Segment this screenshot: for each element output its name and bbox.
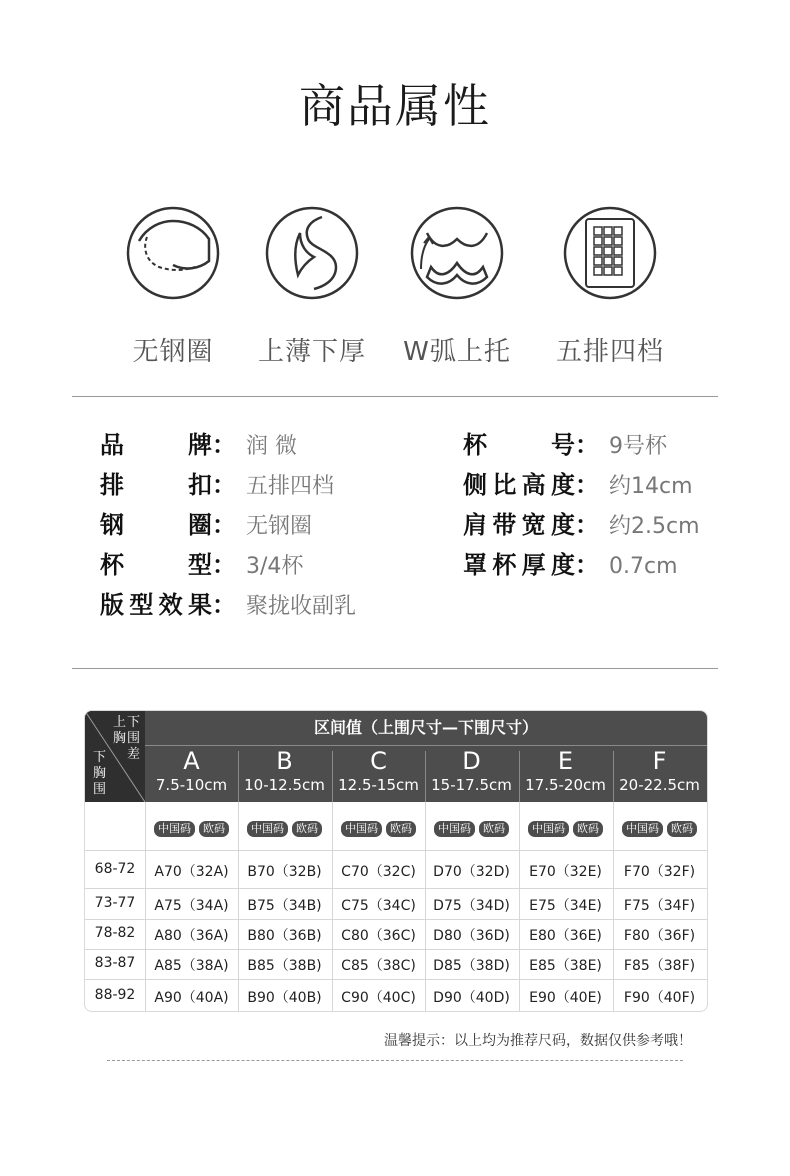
band-cell: 73-77 [94, 895, 136, 911]
size-cell: E70（32E) [529, 864, 602, 880]
dotted-divider [107, 1060, 683, 1061]
attr-key: 杯型 [100, 551, 212, 579]
badge-eu: 欧码 [386, 821, 416, 837]
cup-header [613, 747, 706, 795]
size-cell: D70（32D) [433, 864, 510, 880]
row-divider [85, 919, 707, 920]
attr-key: 排扣 [100, 471, 212, 499]
badge-cn: 中国码 [622, 821, 663, 837]
size-badges [332, 821, 425, 837]
attr-value: 五排四档 [246, 474, 335, 499]
badge-cn: 中国码 [341, 821, 382, 837]
cup-letter: B [276, 747, 293, 775]
corner-label: 围 [127, 731, 141, 746]
feature-label: W弧上托 [403, 337, 511, 367]
attr-value: 0.7cm [609, 554, 678, 579]
size-cell: C70（32C) [341, 864, 416, 880]
attr-cup-number [463, 429, 667, 461]
size-cell: F75（34F) [623, 898, 696, 914]
attr-key: 钢圈 [100, 511, 212, 539]
size-cell: C75（34C) [341, 898, 416, 914]
badge-cn: 中国码 [154, 821, 195, 837]
attr-key: 杯号 [463, 431, 575, 459]
header-separator [238, 751, 239, 802]
attr-cup-thickness [463, 549, 678, 581]
size-cell: A90（40A) [154, 990, 229, 1006]
size-cell: A70（32A) [154, 864, 229, 880]
size-cell: C85（38C) [341, 958, 416, 974]
attr-key: 侧比高度 [463, 471, 575, 499]
size-tip: 温馨提示：以上均为推荐尺码，数据仅供参考哦！ [384, 1033, 692, 1049]
badge-eu: 欧码 [479, 821, 509, 837]
band-cell: 83-87 [94, 955, 136, 971]
size-cell: B75（34B) [247, 898, 322, 914]
page-title: 商品属性 [299, 79, 491, 133]
attr-key: 品牌 [100, 431, 212, 459]
size-badges [238, 821, 331, 837]
attr-value: 约14cm [609, 474, 693, 499]
wire-free-cup-icon [125, 205, 221, 301]
attr-value: 润 微 [246, 434, 297, 459]
attr-colon: ： [212, 511, 236, 539]
hook-eye-clasp-icon [562, 205, 658, 301]
badge-eu: 欧码 [292, 821, 322, 837]
divider [72, 668, 718, 669]
attr-key: 肩带宽度 [463, 511, 575, 539]
row-divider [85, 949, 707, 950]
cup-header [332, 747, 425, 795]
attr-brand [100, 429, 297, 461]
cup-range: 10-12.5cm [244, 776, 325, 794]
attr-colon: ： [212, 471, 236, 499]
attr-value: 约2.5cm [609, 514, 700, 539]
badge-eu: 欧码 [667, 821, 697, 837]
attr-key: 罩杯厚度 [463, 551, 575, 579]
band-cell: 88-92 [94, 987, 136, 1003]
attr-clasp [100, 469, 334, 501]
header-divider [145, 745, 707, 746]
size-cell: F80（36F) [623, 928, 696, 944]
size-badges [613, 821, 706, 837]
badge-cn: 中国码 [434, 821, 475, 837]
size-cell: C80（36C) [341, 928, 416, 944]
corner-label: 差 [127, 747, 141, 762]
badge-eu: 欧码 [573, 821, 603, 837]
size-cell: E80（36E) [529, 928, 602, 944]
header-separator [425, 751, 426, 802]
cup-letter: F [652, 747, 667, 775]
size-cell: B70（32B) [247, 864, 322, 880]
size-cell: B80（36B) [247, 928, 322, 944]
attr-colon: ： [575, 431, 599, 459]
attr-key: 版型效果 [100, 591, 212, 619]
cup-header [145, 747, 238, 795]
attr-value: 无钢圈 [246, 514, 313, 539]
attr-colon: ： [212, 591, 236, 619]
size-cell: D90（40D) [433, 990, 510, 1006]
corner-label: 围 [93, 782, 107, 797]
attr-value: 聚拢收副乳 [246, 594, 357, 619]
size-cell: D85（38D) [433, 958, 510, 974]
size-cell: F90（40F) [623, 990, 696, 1006]
attr-effect [100, 589, 356, 621]
size-cell: F70（32F) [623, 864, 696, 880]
cup-letter: D [462, 747, 481, 775]
size-cell: A85（38A) [154, 958, 229, 974]
attr-colon: ： [212, 431, 236, 459]
size-cell: D75（34D) [433, 898, 510, 914]
attr-colon: ： [575, 511, 599, 539]
row-divider [85, 979, 707, 980]
size-cell: C90（40C) [341, 990, 416, 1006]
table-corner [85, 711, 145, 802]
row-divider [85, 850, 707, 851]
badge-cn: 中国码 [247, 821, 288, 837]
corner-label: 胸 [93, 766, 107, 781]
size-badges [425, 821, 518, 837]
badge-cn: 中国码 [528, 821, 569, 837]
cup-range: 15-17.5cm [431, 776, 512, 794]
cup-header [425, 747, 518, 795]
size-cell: A80（36A) [154, 928, 229, 944]
feature-label: 上薄下厚 [257, 337, 366, 367]
size-cell: E90（40E) [529, 990, 602, 1006]
attr-colon: ： [575, 551, 599, 579]
size-cell: E75（34E) [529, 898, 602, 914]
cup-range: 7.5-10cm [155, 776, 228, 794]
attr-cup-type [100, 549, 303, 581]
attr-value: 3/4杯 [246, 554, 304, 579]
cup-header [519, 747, 612, 795]
size-cell: F85（38F) [623, 958, 696, 974]
size-badges [145, 821, 238, 837]
cup-letter: A [183, 747, 200, 775]
attr-side-height [463, 469, 693, 501]
cup-range: 12.5-15cm [338, 776, 419, 794]
feature-w-arc [372, 205, 542, 368]
header-separator [332, 751, 333, 802]
size-cell: B85（38B) [247, 958, 322, 974]
feature-label: 五排四档 [555, 337, 664, 367]
header-separator [519, 751, 520, 802]
size-cell: D80（36D) [433, 928, 510, 944]
attr-colon: ： [212, 551, 236, 579]
band-cell: 78-82 [94, 925, 136, 941]
size-cell: A75（34A) [154, 898, 229, 914]
range-title: 区间值（上围尺寸—下围尺寸） [313, 718, 538, 737]
w-arc-lift-icon [409, 205, 505, 301]
badge-eu: 欧码 [199, 821, 229, 837]
header-separator [613, 751, 614, 802]
attr-strap-width [463, 509, 700, 541]
feature-label: 无钢圈 [132, 337, 214, 367]
corner-label: 下 [127, 715, 141, 730]
corner-label: 胸 [113, 731, 127, 746]
attr-value: 9号杯 [609, 434, 667, 459]
size-table [84, 710, 708, 1012]
corner-label: 下 [93, 750, 107, 765]
cup-range: 17.5-20cm [525, 776, 606, 794]
cup-range: 20-22.5cm [619, 776, 700, 794]
row-divider [85, 888, 707, 889]
size-badges [519, 821, 612, 837]
cup-letter: C [370, 747, 387, 775]
size-cell: E85（38E) [529, 958, 602, 974]
feature-clasp [525, 205, 695, 368]
divider [72, 396, 718, 397]
cup-letter: E [557, 747, 574, 775]
band-cell: 68-72 [94, 861, 136, 877]
cup-header [238, 747, 331, 795]
size-cell: B90（40B) [247, 990, 322, 1006]
thin-top-thick-bottom-icon [264, 205, 360, 301]
attr-wire [100, 509, 312, 541]
corner-label: 上 [113, 715, 127, 730]
attr-colon: ： [575, 471, 599, 499]
